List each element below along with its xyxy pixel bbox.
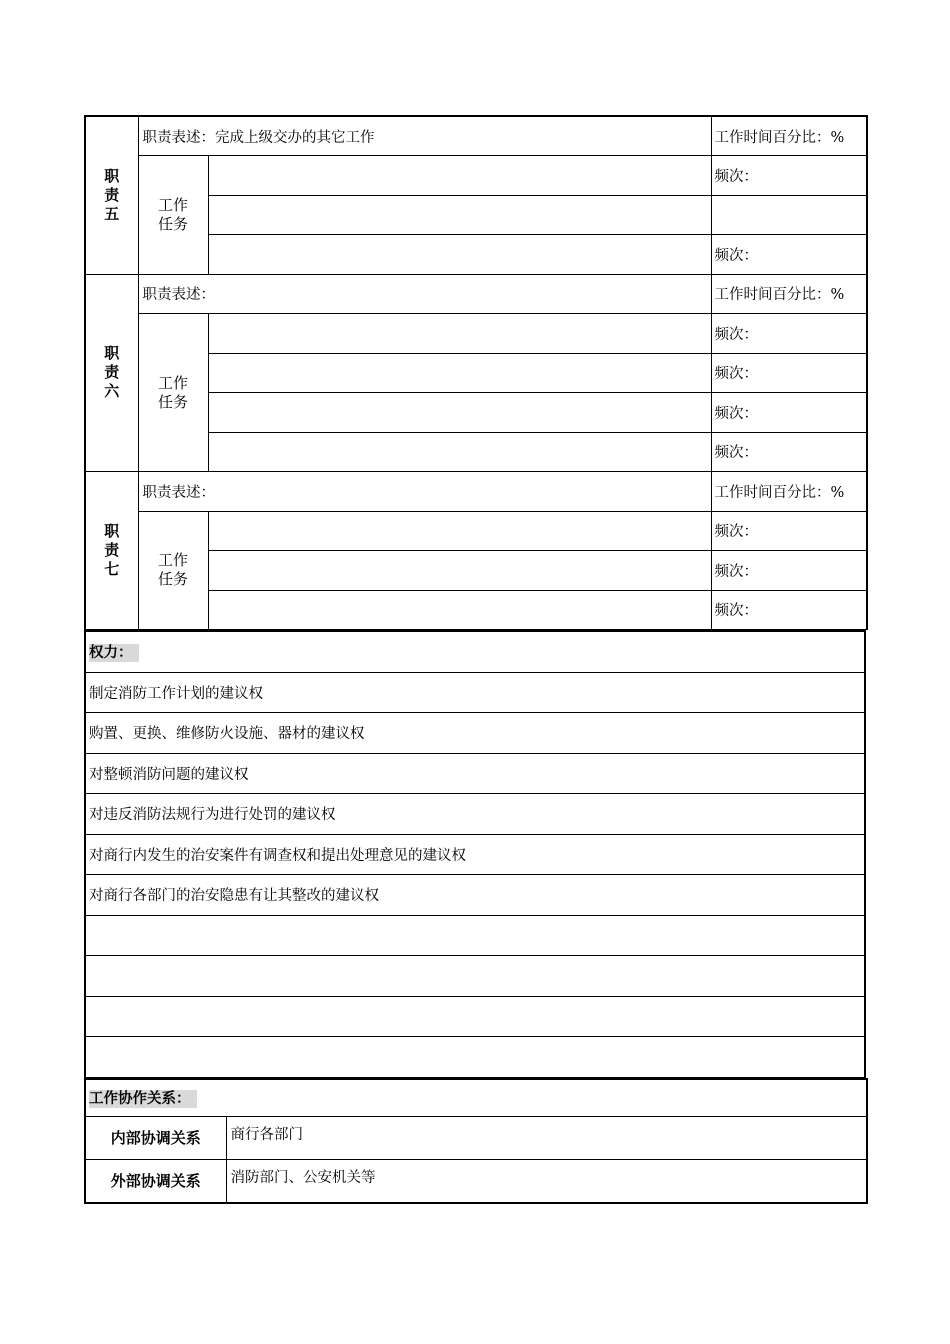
- power-row: [85, 713, 865, 754]
- duty-6-task-2-freq: 频次：: [711, 353, 867, 393]
- duty-6-header-row: [85, 274, 867, 314]
- duty-5-task-2: [208, 195, 711, 235]
- powers-heading-row: [85, 631, 865, 672]
- duty-5-task-3: [208, 235, 711, 275]
- collaboration-heading-label: 工作协作关系：: [89, 1090, 197, 1108]
- power-item: [85, 915, 865, 956]
- power-row: [85, 794, 865, 835]
- power-row: [85, 753, 865, 794]
- duty-7-task-3: [208, 590, 711, 630]
- collaboration-heading: [85, 1079, 867, 1117]
- powers-table: [84, 630, 866, 1078]
- power-row: [85, 996, 865, 1037]
- external-relation-label: 外部协调关系: [85, 1159, 226, 1203]
- duty-5-task-row: [85, 156, 867, 196]
- duty-5-task-1-freq: 频次：: [711, 156, 867, 196]
- duty-6-task-2: [208, 353, 711, 393]
- duty-7-label: 职 责 七: [85, 472, 138, 630]
- collaboration-row-internal: [85, 1116, 867, 1159]
- power-item: 购置、更换、维修防火设施、器材的建议权: [85, 713, 865, 754]
- duty-6-task-4: [208, 432, 711, 472]
- duty-5-header-row: [85, 116, 867, 156]
- power-item: [85, 996, 865, 1037]
- duty-7-task-2: [208, 551, 711, 591]
- power-item: 对商行内发生的治安案件有调查权和提出处理意见的建议权: [85, 834, 865, 875]
- duty-5-task-label: 工作 任务: [138, 156, 208, 275]
- duty-7-header-row: [85, 472, 867, 512]
- power-row: [85, 956, 865, 997]
- internal-relation-value: 商行各部门: [226, 1116, 867, 1159]
- powers-heading-label: 权力：: [89, 644, 139, 662]
- duty-6-task-row: [85, 314, 867, 354]
- duty-6-task-3-freq: 频次：: [711, 393, 867, 433]
- duty-6-task-1: [208, 314, 711, 354]
- power-row: [85, 672, 865, 713]
- duty-5-task-3-freq: 频次：: [711, 235, 867, 275]
- power-row: [85, 834, 865, 875]
- power-item: 对整顿消防问题的建议权: [85, 753, 865, 794]
- power-item: 对违反消防法规行为进行处罚的建议权: [85, 794, 865, 835]
- duty-6-description: 职责表述：: [138, 274, 711, 314]
- duty-6-task-3: [208, 393, 711, 433]
- power-item: [85, 1037, 865, 1078]
- powers-heading: [85, 631, 865, 672]
- duty-7-task-1-freq: 频次：: [711, 511, 867, 551]
- job-description-sheet: [84, 115, 866, 1204]
- collaboration-table: [84, 1078, 868, 1204]
- duty-7-task-2-freq: 频次：: [711, 551, 867, 591]
- duty-5-task-2-freq: [711, 195, 867, 235]
- collaboration-row-external: [85, 1159, 867, 1203]
- duties-table: [84, 115, 868, 630]
- duty-5-label: 职 责 五: [85, 116, 138, 274]
- duty-7-task-row: [85, 511, 867, 551]
- duty-5-description: 职责表述：完成上级交办的其它工作: [138, 116, 711, 156]
- external-relation-value: 消防部门、公安机关等: [226, 1159, 867, 1203]
- duty-7-description: 职责表述：: [138, 472, 711, 512]
- power-row: [85, 1037, 865, 1078]
- power-row: [85, 915, 865, 956]
- duty-5-task-1: [208, 156, 711, 196]
- power-item: 对商行各部门的治安隐患有让其整改的建议权: [85, 875, 865, 916]
- power-row: [85, 875, 865, 916]
- duty-5-time-percent: 工作时间百分比：%: [711, 116, 867, 156]
- duty-7-task-label: 工作 任务: [138, 511, 208, 630]
- duty-6-task-label: 工作 任务: [138, 314, 208, 472]
- power-item: [85, 956, 865, 997]
- duty-6-time-percent: 工作时间百分比：%: [711, 274, 867, 314]
- duty-7-time-percent: 工作时间百分比：%: [711, 472, 867, 512]
- duty-6-task-1-freq: 频次：: [711, 314, 867, 354]
- duty-6-label: 职 责 六: [85, 274, 138, 472]
- collaboration-heading-row: [85, 1079, 867, 1117]
- internal-relation-label: 内部协调关系: [85, 1116, 226, 1159]
- duty-6-task-4-freq: 频次：: [711, 432, 867, 472]
- power-item: 制定消防工作计划的建议权: [85, 672, 865, 713]
- duty-7-task-1: [208, 511, 711, 551]
- duty-7-task-3-freq: 频次：: [711, 590, 867, 630]
